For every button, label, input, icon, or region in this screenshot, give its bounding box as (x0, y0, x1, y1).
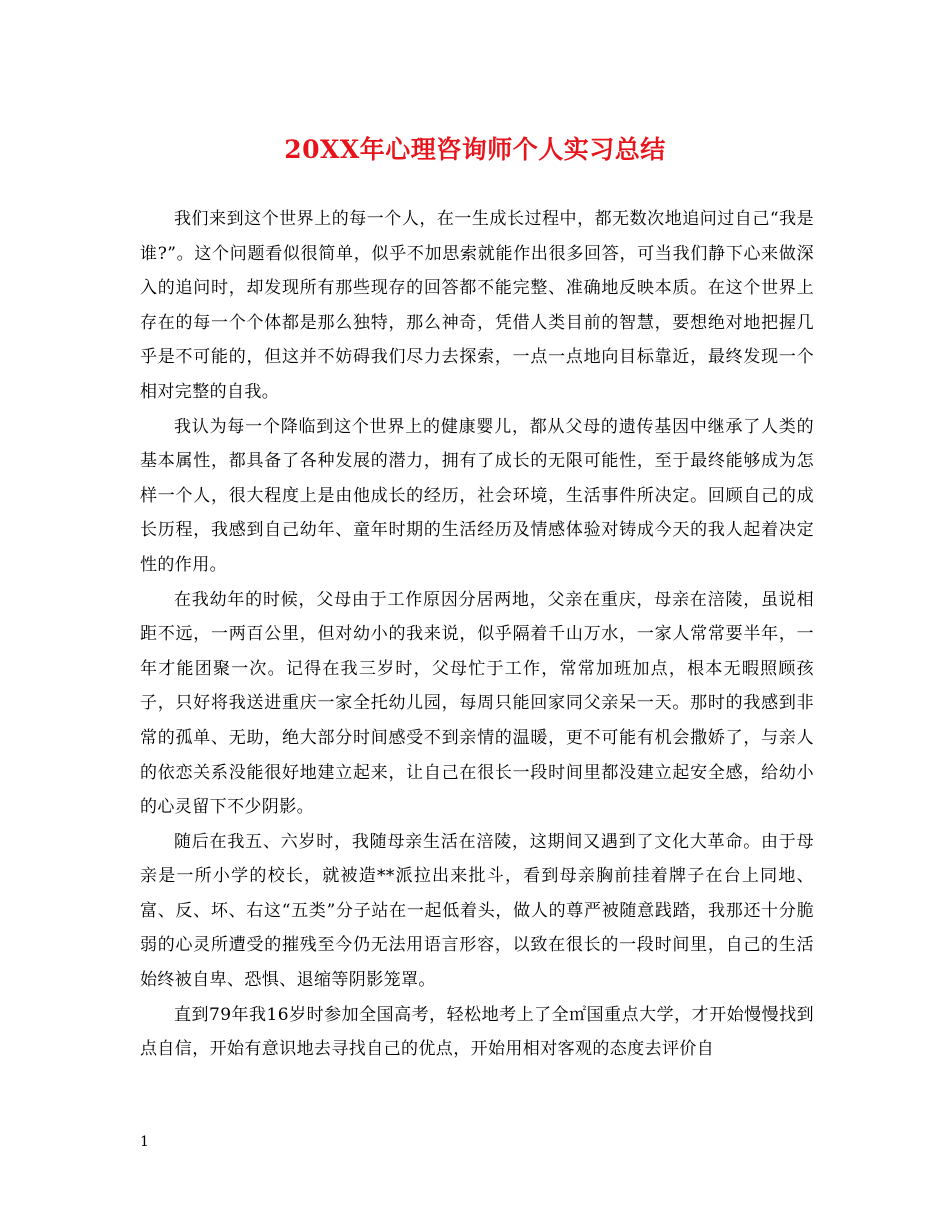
paragraph-5: 直到79年我16岁时参加全国高考，轻松地考上了全㎡国重点大学，才开始慢慢找到点自信，开始有意识地去寻找自己的优点，开始用相对客观的态度去评价自 (140, 1004, 814, 1060)
document-body (140, 202, 814, 1067)
paragraph-1: 我们来到这个世界上的每一个人，在一生成长过程中，都无数次地追问过自己“我是谁?”。这个问题看似很简单，似乎不加思索就能作出很多回答，可当我们静下心来做深入的追问时，却发现所有那些现存的回答都不能完整、准确地反映本质。在这个世界上存在的每一个个体都是那么独特，那么神奇，凭借人类目前的智慧，要想绝对地把握几乎是不可能的，但这并不妨碍我们尽力去探索，一点一点地向目标靠近，最终发现一个相对完整的自我。 (140, 209, 814, 402)
page-number: 1 (140, 1134, 149, 1150)
document-title: 20XX年心理咨询师个人实习总结 (284, 135, 666, 164)
paragraph-2: 我认为每一个降临到这个世界上的健康婴儿，都从父母的遗传基因中继承了人类的基本属性，都具备了各种发展的潜力，拥有了成长的无限可能性，至于最终能够成为怎样一个人，很大程度上是由他成长的经历，社会环境，生活事件所决定。回顾自己的成长历程，我感到自己幼年、童年时期的生活经历及情感体验对铸成今天的我人起着决定性的作用。 (140, 416, 814, 575)
paragraph-3: 在我幼年的时候，父母由于工作原因分居两地，父亲在重庆，母亲在涪陵，虽说相距不远，一两百公里，但对幼小的我来说，似乎隔着千山万水，一家人常常要半年，一年才能团聚一次。记得在我三岁时，父母忙于工作，常常加班加点，根本无暇照顾孩子，只好将我送进重庆一家全托幼儿园，每周只能回家同父亲呆一天。那时的我感到非常的孤单、无助，绝大部分时间感受不到亲情的温暖，更不可能有机会撒娇了，与亲人的依恋关系没能很好地建立起来，让自己在很长一段时间里都没建立起安全感，给幼小的心灵留下不少阴影。 (140, 589, 814, 818)
paragraph-4: 随后在我五、六岁时，我随母亲生活在涪陵，这期间又遇到了文化大革命。由于母亲是一所小学的校长，就被造**派拉出来批斗，看到母亲胸前挂着牌子在台上同地、富、反、坏、右这“五类”分子站在一起低着头，做人的尊严被随意践踏，我那还十分脆弱的心灵所遭受的摧残至今仍无法用语言形容，以致在很长的一段时间里，自己的生活始终被自卑、恐惧、退缩等阴影笼罩。 (140, 831, 814, 991)
